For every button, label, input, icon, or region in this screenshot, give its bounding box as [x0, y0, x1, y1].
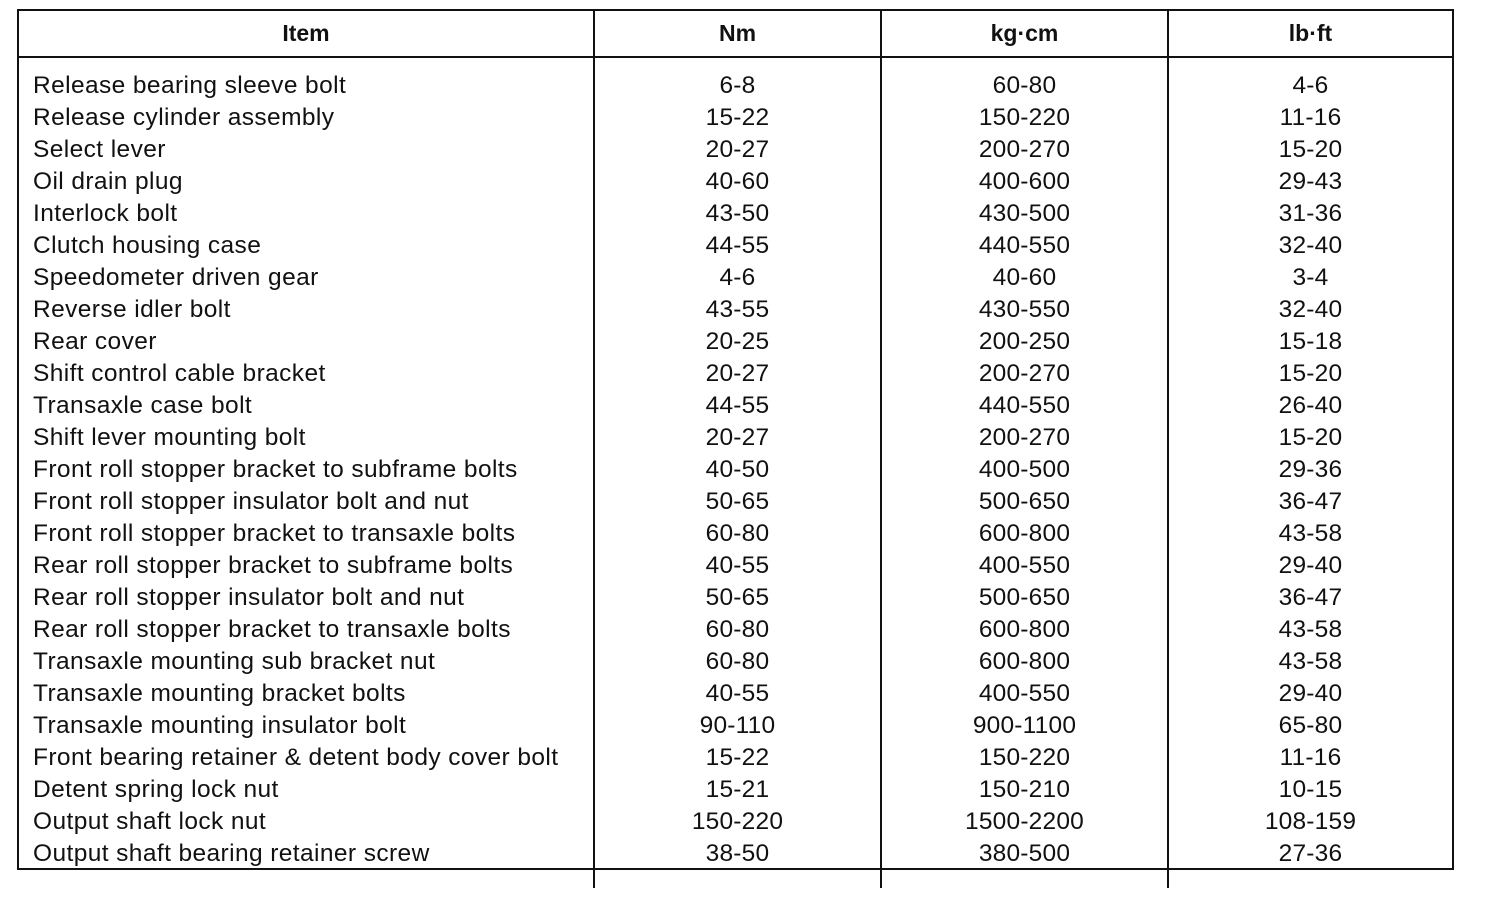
cell-item: Front bearing retainer & detent body cover bolt [33, 744, 559, 771]
cell-lbft: 15-20 [1168, 134, 1452, 166]
cell-nm: 90-110 [594, 710, 881, 742]
header-kgcm: kg·cm [881, 11, 1168, 57]
header-row [19, 11, 1452, 57]
cell-lbft: 29-36 [1168, 454, 1452, 486]
cell-item: Rear cover [33, 328, 157, 355]
torque-spec-table-frame [17, 9, 1454, 870]
cell-nm: 6-8 [594, 57, 881, 102]
cell-item: Transaxle mounting insulator bolt [33, 712, 407, 739]
cell-nm: 40-55 [594, 550, 881, 582]
cell-item: Release cylinder assembly [33, 104, 335, 131]
cell-nm: 20-25 [594, 326, 881, 358]
cell-nm: 15-22 [594, 102, 881, 134]
cell-nm: 60-80 [594, 646, 881, 678]
cell-lbft: 36-47 [1168, 486, 1452, 518]
torque-spec-table [19, 11, 1452, 888]
table-row [19, 166, 1452, 198]
table-row [19, 774, 1452, 806]
cell-nm: 43-50 [594, 198, 881, 230]
cell-lbft: 29-40 [1168, 678, 1452, 710]
table-row [19, 198, 1452, 230]
table-row [19, 102, 1452, 134]
cell-nm: 150-220 [594, 806, 881, 838]
table-row [19, 454, 1452, 486]
cell-kgcm: 500-650 [881, 486, 1168, 518]
table-row [19, 262, 1452, 294]
table-row [19, 390, 1452, 422]
cell-item: Transaxle mounting bracket bolts [33, 680, 406, 707]
table-row [19, 678, 1452, 710]
header-lbft: lb·ft [1168, 11, 1452, 57]
cell-nm: 40-50 [594, 454, 881, 486]
cell-nm: 60-80 [594, 614, 881, 646]
cell-nm: 38-50 [594, 838, 881, 870]
cell-item: Front roll stopper bracket to subframe bolts [33, 456, 518, 483]
cell-kgcm: 900-1100 [881, 710, 1168, 742]
table-row [19, 710, 1452, 742]
table-row [19, 422, 1452, 454]
cell-lbft: 108-159 [1168, 806, 1452, 838]
cell-lbft: 27-36 [1168, 838, 1452, 870]
cell-kgcm: 600-800 [881, 646, 1168, 678]
cell-kgcm: 400-550 [881, 550, 1168, 582]
cell-kgcm: 600-800 [881, 518, 1168, 550]
cell-item: Transaxle case bolt [33, 392, 253, 419]
table-row [19, 358, 1452, 390]
cell-item: Front roll stopper insulator bolt and nut [33, 488, 469, 515]
cell-kgcm: 380-500 [881, 838, 1168, 870]
table-row [19, 742, 1452, 774]
cell-lbft: 43-58 [1168, 518, 1452, 550]
cell-kgcm: 200-270 [881, 422, 1168, 454]
cell-kgcm: 150-220 [881, 742, 1168, 774]
table-row [19, 806, 1452, 838]
cell-kgcm: 1500-2200 [881, 806, 1168, 838]
table-row [19, 134, 1452, 166]
cell-item: Clutch housing case [33, 232, 262, 259]
cell-nm: 44-55 [594, 390, 881, 422]
cell-kgcm: 200-270 [881, 358, 1168, 390]
cell-nm: 43-55 [594, 294, 881, 326]
cell-item: Front roll stopper bracket to transaxle bolts [33, 520, 516, 547]
cell-kgcm: 40-60 [881, 262, 1168, 294]
cell-kgcm: 150-210 [881, 774, 1168, 806]
header-item: Item [19, 11, 594, 57]
table-row [19, 646, 1452, 678]
cell-nm: 50-65 [594, 486, 881, 518]
cell-item: Rear roll stopper bracket to transaxle bolts [33, 616, 511, 643]
cell-kgcm: 200-270 [881, 134, 1168, 166]
cell-lbft: 32-40 [1168, 294, 1452, 326]
cell-lbft: 29-43 [1168, 166, 1452, 198]
cell-lbft: 15-18 [1168, 326, 1452, 358]
table-filler-row [19, 870, 1452, 888]
cell-lbft: 3-4 [1168, 262, 1452, 294]
cell-item: Rear roll stopper insulator bolt and nut [33, 584, 465, 611]
cell-kgcm: 150-220 [881, 102, 1168, 134]
cell-nm: 44-55 [594, 230, 881, 262]
cell-nm: 15-21 [594, 774, 881, 806]
cell-kgcm: 400-600 [881, 166, 1168, 198]
cell-item: Select lever [33, 136, 166, 163]
cell-item: Rear roll stopper bracket to subframe bolts [33, 552, 514, 579]
cell-kgcm: 200-250 [881, 326, 1168, 358]
cell-item: Shift control cable bracket [33, 360, 326, 387]
cell-lbft: 29-40 [1168, 550, 1452, 582]
table-row [19, 614, 1452, 646]
table-row [19, 550, 1452, 582]
cell-item: Detent spring lock nut [33, 776, 279, 803]
cell-item: Speedometer driven gear [33, 264, 319, 291]
cell-kgcm: 440-550 [881, 230, 1168, 262]
cell-nm: 40-60 [594, 166, 881, 198]
cell-item: Reverse idler bolt [33, 296, 231, 323]
filler-cell [594, 870, 881, 888]
cell-kgcm: 500-650 [881, 582, 1168, 614]
cell-lbft: 32-40 [1168, 230, 1452, 262]
cell-nm: 50-65 [594, 582, 881, 614]
table-header [19, 11, 1452, 57]
cell-lbft: 11-16 [1168, 742, 1452, 774]
cell-item: Interlock bolt [33, 200, 178, 227]
cell-lbft: 36-47 [1168, 582, 1452, 614]
cell-lbft: 26-40 [1168, 390, 1452, 422]
filler-cell [1168, 870, 1452, 888]
cell-item: Oil drain plug [33, 168, 183, 195]
cell-item: Transaxle mounting sub bracket nut [33, 648, 436, 675]
header-nm: Nm [594, 11, 881, 57]
table-row [19, 294, 1452, 326]
table-row [19, 838, 1452, 870]
cell-nm: 20-27 [594, 134, 881, 166]
cell-lbft: 4-6 [1168, 57, 1452, 102]
cell-nm: 20-27 [594, 422, 881, 454]
table-body [19, 57, 1452, 888]
cell-nm: 20-27 [594, 358, 881, 390]
cell-item: Output shaft bearing retainer screw [33, 840, 430, 867]
cell-kgcm: 430-500 [881, 198, 1168, 230]
cell-lbft: 15-20 [1168, 358, 1452, 390]
cell-kgcm: 60-80 [881, 57, 1168, 102]
table-row [19, 57, 1452, 102]
cell-nm: 60-80 [594, 518, 881, 550]
cell-kgcm: 400-500 [881, 454, 1168, 486]
filler-cell [19, 870, 594, 888]
table-row [19, 486, 1452, 518]
cell-lbft: 65-80 [1168, 710, 1452, 742]
cell-kgcm: 400-550 [881, 678, 1168, 710]
cell-nm: 4-6 [594, 262, 881, 294]
cell-kgcm: 430-550 [881, 294, 1168, 326]
cell-nm: 40-55 [594, 678, 881, 710]
table-row [19, 326, 1452, 358]
cell-nm: 15-22 [594, 742, 881, 774]
cell-kgcm: 600-800 [881, 614, 1168, 646]
cell-lbft: 31-36 [1168, 198, 1452, 230]
cell-lbft: 11-16 [1168, 102, 1452, 134]
cell-item: Shift lever mounting bolt [33, 424, 306, 451]
cell-item: Release bearing sleeve bolt [33, 72, 347, 99]
cell-lbft: 15-20 [1168, 422, 1452, 454]
cell-kgcm: 440-550 [881, 390, 1168, 422]
filler-cell [881, 870, 1168, 888]
table-row [19, 230, 1452, 262]
table-row [19, 582, 1452, 614]
cell-item: Output shaft lock nut [33, 808, 267, 835]
table-row [19, 518, 1452, 550]
cell-lbft: 10-15 [1168, 774, 1452, 806]
cell-lbft: 43-58 [1168, 614, 1452, 646]
cell-lbft: 43-58 [1168, 646, 1452, 678]
